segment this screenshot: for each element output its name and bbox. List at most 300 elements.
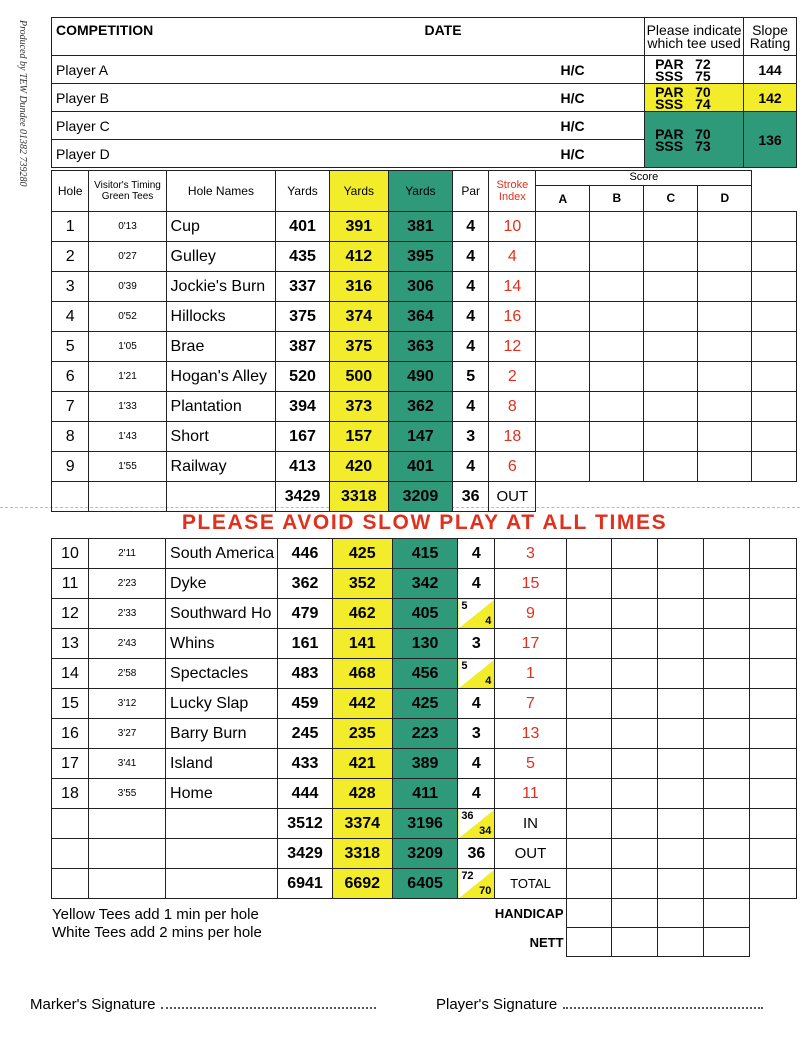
blank-cell — [89, 809, 166, 839]
total-score-a[interactable] — [566, 869, 612, 899]
stroke-index: 8 — [489, 392, 536, 422]
timing-cell: 0'13 — [89, 212, 166, 242]
total-row-total — [52, 869, 797, 899]
score-cell-b[interactable] — [612, 719, 658, 749]
score-cell-d[interactable] — [704, 539, 750, 569]
timing-cell: 2'43 — [89, 629, 166, 659]
slope-white: 144 — [744, 56, 797, 84]
hole-name: Southward Ho — [166, 599, 278, 629]
hole-row — [52, 452, 797, 482]
score-cell-c[interactable] — [658, 569, 704, 599]
total-yellow: 6692 — [332, 869, 392, 899]
hole-row — [52, 689, 797, 719]
total-score-d[interactable] — [704, 869, 750, 899]
totals-rows — [52, 809, 797, 899]
score-col-b: B — [589, 186, 643, 211]
yards-green: 389 — [392, 749, 457, 779]
score-cell-d[interactable] — [698, 452, 752, 482]
blank-cell — [52, 869, 89, 899]
handicap-b[interactable] — [612, 899, 658, 928]
score-cell-a[interactable] — [536, 392, 590, 422]
score-cell-d[interactable] — [698, 332, 752, 362]
score-cell-c[interactable] — [658, 599, 704, 629]
score-cell-d[interactable] — [698, 242, 752, 272]
blank-cell — [752, 302, 797, 332]
score-cell-b[interactable] — [590, 212, 644, 242]
par-yellow: 70 — [479, 885, 492, 897]
score-cell-d[interactable] — [698, 272, 752, 302]
out-total-row: 3429 3318 3209 36 OUT — [52, 482, 797, 512]
par-white: 5 — [461, 600, 468, 612]
total-score-d[interactable] — [704, 839, 750, 869]
yards-green: 401 — [388, 452, 452, 482]
hole-name: Short — [166, 422, 276, 452]
blank-cell — [750, 539, 797, 569]
hole-name: Home — [166, 779, 278, 809]
hole-name: Hogan's Alley — [166, 362, 276, 392]
total-yellow: 3374 — [332, 809, 392, 839]
yards-white: 245 — [278, 719, 332, 749]
yards-green: 490 — [388, 362, 452, 392]
total-yellow: 3318 — [332, 839, 392, 869]
par-cell: 4 — [458, 689, 495, 719]
yards-yellow: 468 — [332, 659, 392, 689]
date-label: DATE — [424, 22, 462, 38]
score-cell-a[interactable] — [566, 749, 612, 779]
timing-cell: 3'27 — [89, 719, 166, 749]
hole-row — [52, 539, 797, 569]
hole-row — [52, 302, 797, 332]
blank-cell — [750, 629, 797, 659]
stroke-index-header: Stroke Index — [489, 171, 536, 212]
blank-cell — [750, 809, 797, 839]
hole-row — [52, 599, 797, 629]
score-cell-c[interactable] — [644, 242, 698, 272]
timing-cell: 2'23 — [89, 569, 166, 599]
score-cell-a[interactable] — [536, 452, 590, 482]
stroke-index: 16 — [489, 302, 536, 332]
yards-green-header: Yards — [388, 171, 452, 212]
score-cell-b[interactable] — [590, 422, 644, 452]
score-cell-a[interactable] — [566, 569, 612, 599]
hole-name: South America — [166, 539, 278, 569]
yards-green: 364 — [388, 302, 452, 332]
nett-a[interactable] — [566, 928, 612, 957]
blank-cell — [52, 809, 89, 839]
yards-yellow: 420 — [329, 452, 388, 482]
yards-yellow-header: Yards — [329, 171, 388, 212]
yards-yellow: 316 — [329, 272, 388, 302]
score-cell-b[interactable] — [612, 779, 658, 809]
score-cell-c[interactable] — [658, 659, 704, 689]
yards-yellow: 352 — [332, 569, 392, 599]
blank-cell — [52, 839, 89, 869]
stroke-index: 5 — [495, 749, 566, 779]
total-row-in — [52, 809, 797, 839]
yards-white: 167 — [276, 422, 329, 452]
hole-number: 2 — [52, 242, 89, 272]
nett-label: NETT — [529, 934, 564, 950]
score-cell-a[interactable] — [566, 779, 612, 809]
hole-name: Plantation — [166, 392, 276, 422]
score-cell-a[interactable] — [566, 539, 612, 569]
handicap-c[interactable] — [658, 899, 704, 928]
score-cell-b[interactable] — [612, 689, 658, 719]
par-cell: 4 — [452, 332, 488, 362]
score-cell-c[interactable] — [644, 452, 698, 482]
score-col-a: A — [558, 191, 568, 206]
yards-white: 387 — [276, 332, 329, 362]
score-cell-c[interactable] — [644, 272, 698, 302]
hole-row — [52, 212, 797, 242]
score-cell-c[interactable] — [644, 392, 698, 422]
blank-cell — [752, 422, 797, 452]
hole-row — [52, 629, 797, 659]
total-green: 6405 — [392, 869, 457, 899]
handicap-label: HANDICAP — [494, 905, 564, 921]
score-cell-d[interactable] — [698, 392, 752, 422]
score-cell-a[interactable] — [536, 422, 590, 452]
yards-white: 433 — [278, 749, 332, 779]
blank-cell — [750, 659, 797, 689]
par-cell: 5 — [452, 362, 488, 392]
blank-cell — [166, 809, 278, 839]
total-score-a[interactable] — [566, 839, 612, 869]
par-yellow: 34 — [479, 825, 492, 837]
timing-header: Visitor's Timing Green Tees — [89, 171, 166, 212]
par-cell: 3 — [458, 719, 495, 749]
hole-row — [52, 362, 797, 392]
total-label: TOTAL — [495, 869, 566, 899]
score-cell-a[interactable] — [566, 629, 612, 659]
score-cell-a[interactable] — [536, 242, 590, 272]
timing-cell: 1'21 — [89, 362, 166, 392]
timing-cell: 0'52 — [89, 302, 166, 332]
handicap-d[interactable] — [704, 899, 750, 928]
yards-white-header: Yards — [276, 171, 329, 212]
yards-yellow: 375 — [329, 332, 388, 362]
total-white: 3429 — [278, 839, 332, 869]
slope-rating-label: Slope Rating — [744, 18, 797, 56]
score-cell-c[interactable] — [644, 302, 698, 332]
player-b-row[interactable]: Player B H/C — [52, 84, 645, 112]
score-col-c: C — [643, 186, 697, 211]
yards-white: 483 — [278, 659, 332, 689]
hole-number: 3 — [52, 272, 89, 302]
total-white: 6941 — [278, 869, 332, 899]
back-nine-table — [51, 538, 797, 957]
hole-number: 13 — [52, 629, 89, 659]
score-cell-a[interactable] — [536, 362, 590, 392]
hole-number: 5 — [52, 332, 89, 362]
yards-yellow: 374 — [329, 302, 388, 332]
score-cell-c[interactable] — [644, 362, 698, 392]
note-yellow-tees: Yellow Tees add 1 min per hole — [52, 906, 259, 923]
yards-green: 342 — [392, 569, 457, 599]
score-cell-b[interactable] — [612, 749, 658, 779]
score-cell-d[interactable] — [704, 629, 750, 659]
total-score-a[interactable] — [566, 809, 612, 839]
hole-number: 12 — [52, 599, 89, 629]
total-label: OUT — [495, 839, 566, 869]
blank-cell — [89, 839, 166, 869]
score-cell-b[interactable] — [590, 332, 644, 362]
yards-yellow: 500 — [329, 362, 388, 392]
yards-white: 362 — [278, 569, 332, 599]
score-cell-a[interactable] — [536, 332, 590, 362]
player-d-row[interactable]: Player D H/C — [52, 140, 645, 168]
timing-cell: 3'12 — [89, 689, 166, 719]
slow-play-banner: PLEASE AVOID SLOW PLAY AT ALL TIMES — [181, 511, 668, 534]
stroke-index: 3 — [495, 539, 566, 569]
hole-name: Railway — [166, 452, 276, 482]
score-cell-c[interactable] — [658, 629, 704, 659]
blank-cell — [750, 839, 797, 869]
yards-green: 411 — [392, 779, 457, 809]
score-cell-a[interactable] — [566, 659, 612, 689]
blank-cell — [166, 869, 278, 899]
yards-white: 520 — [276, 362, 329, 392]
stroke-index: 13 — [495, 719, 566, 749]
blank-cell — [166, 839, 278, 869]
par-yellow: 4 — [485, 675, 492, 687]
par-header: Par — [452, 171, 488, 212]
blank-cell — [750, 719, 797, 749]
par-cell: 3 — [458, 629, 495, 659]
score-cell-b[interactable] — [590, 452, 644, 482]
hole-number: 9 — [52, 452, 89, 482]
blank-cell — [752, 392, 797, 422]
score-cell-b[interactable] — [612, 629, 658, 659]
yards-green: 306 — [388, 272, 452, 302]
yards-green: 362 — [388, 392, 452, 422]
par-cell: 36 — [458, 839, 495, 869]
score-cell-d[interactable] — [704, 599, 750, 629]
hole-row — [52, 719, 797, 749]
hole-number: 11 — [52, 569, 89, 599]
score-cell-d[interactable] — [704, 569, 750, 599]
score-cell-c[interactable] — [658, 749, 704, 779]
total-row-out — [52, 839, 797, 869]
yards-green: 130 — [392, 629, 457, 659]
hole-number: 17 — [52, 749, 89, 779]
hole-name: Whins — [166, 629, 278, 659]
hole-number: 10 — [52, 539, 89, 569]
blank-cell — [752, 332, 797, 362]
score-cell-c[interactable] — [658, 719, 704, 749]
hole-row — [52, 272, 797, 302]
yards-yellow: 425 — [332, 539, 392, 569]
tee-green-par-sss[interactable]: PAR 70 SSS 73 — [645, 112, 744, 168]
score-cell-b[interactable] — [612, 539, 658, 569]
score-cell-c[interactable] — [644, 332, 698, 362]
total-label: IN — [495, 809, 566, 839]
score-cell-d[interactable] — [698, 362, 752, 392]
total-score-c[interactable] — [658, 809, 704, 839]
front-nine-rows — [52, 212, 797, 482]
score-cell-a[interactable] — [536, 272, 590, 302]
total-score-b[interactable] — [612, 839, 658, 869]
total-score-d[interactable] — [704, 809, 750, 839]
par-white: 72 — [461, 870, 474, 882]
score-cell-a[interactable] — [566, 719, 612, 749]
yards-yellow: 373 — [329, 392, 388, 422]
score-cell-d[interactable] — [698, 302, 752, 332]
score-cell-d[interactable] — [698, 212, 752, 242]
score-cell-b[interactable] — [590, 362, 644, 392]
blank-cell — [752, 452, 797, 482]
timing-cell: 1'55 — [89, 452, 166, 482]
blank-cell — [750, 749, 797, 779]
score-col-d: D — [697, 186, 751, 211]
hole-names-header: Hole Names — [166, 171, 276, 212]
marker-signature-field[interactable]: Marker's Signature — [30, 996, 376, 1013]
score-cell-d[interactable] — [704, 719, 750, 749]
score-cell-b[interactable] — [612, 599, 658, 629]
stroke-index: 6 — [489, 452, 536, 482]
stroke-index: 2 — [489, 362, 536, 392]
blank-cell — [750, 869, 797, 899]
score-cell-c[interactable] — [658, 689, 704, 719]
timing-cell: 0'27 — [89, 242, 166, 272]
yards-white: 444 — [278, 779, 332, 809]
hole-number: 1 — [52, 212, 89, 242]
tee-white-par-sss[interactable]: PAR 72 SSS 75 — [645, 56, 744, 84]
back-nine-rows — [52, 539, 797, 809]
yards-white: 459 — [278, 689, 332, 719]
yards-yellow: 442 — [332, 689, 392, 719]
score-cell-b[interactable] — [590, 392, 644, 422]
par-cell: 4 — [452, 392, 488, 422]
hole-row — [52, 242, 797, 272]
hole-number: 6 — [52, 362, 89, 392]
score-cell-b[interactable] — [612, 659, 658, 689]
score-cell-b[interactable] — [590, 302, 644, 332]
stroke-index: 9 — [495, 599, 566, 629]
hole-row — [52, 332, 797, 362]
score-cell-d[interactable] — [704, 689, 750, 719]
yards-green: 223 — [392, 719, 457, 749]
hole-row — [52, 422, 797, 452]
blank-cell — [752, 362, 797, 392]
score-cell-c[interactable] — [658, 779, 704, 809]
hole-name: Spectacles — [166, 659, 278, 689]
par-cell: 4 — [458, 539, 495, 569]
score-cell-d[interactable] — [698, 422, 752, 452]
total-white: 3512 — [278, 809, 332, 839]
nett-c[interactable] — [658, 928, 704, 957]
yards-green: 363 — [388, 332, 452, 362]
hole-name: Cup — [166, 212, 276, 242]
player-header-table — [51, 17, 797, 168]
score-cell-c[interactable] — [644, 422, 698, 452]
hole-number: 8 — [52, 422, 89, 452]
blank-cell — [752, 242, 797, 272]
par-cell: 4 — [458, 779, 495, 809]
score-cell-b[interactable] — [590, 272, 644, 302]
stroke-index: 1 — [495, 659, 566, 689]
yards-white: 479 — [278, 599, 332, 629]
timing-cell: 0'39 — [89, 272, 166, 302]
score-cell-a[interactable] — [536, 212, 590, 242]
timing-cell: 1'43 — [89, 422, 166, 452]
player-a-row[interactable]: Player A H/C — [52, 56, 645, 84]
competition-label: COMPETITION — [56, 22, 154, 38]
timing-cell: 2'33 — [89, 599, 166, 629]
yards-green: 415 — [392, 539, 457, 569]
stroke-index: 12 — [489, 332, 536, 362]
yards-green: 456 — [392, 659, 457, 689]
total-score-b[interactable] — [612, 809, 658, 839]
stroke-index: 11 — [495, 779, 566, 809]
score-cell-a[interactable] — [566, 689, 612, 719]
nett-d[interactable] — [704, 928, 750, 957]
par-cell — [458, 659, 495, 689]
blank-cell — [750, 599, 797, 629]
hole-name: Hillocks — [166, 302, 276, 332]
hole-name: Gulley — [166, 242, 276, 272]
score-cell-d[interactable] — [704, 659, 750, 689]
handicap-a[interactable] — [566, 899, 612, 928]
yards-yellow: 235 — [332, 719, 392, 749]
slope-green: 136 — [744, 112, 797, 168]
score-cell-a[interactable] — [566, 599, 612, 629]
yards-yellow: 412 — [329, 242, 388, 272]
score-cell-b[interactable] — [590, 242, 644, 272]
stroke-index: 7 — [495, 689, 566, 719]
timing-cell: 2'58 — [89, 659, 166, 689]
blank-cell — [750, 689, 797, 719]
par-cell: 4 — [458, 749, 495, 779]
blank-cell — [752, 212, 797, 242]
score-cell-c[interactable] — [658, 539, 704, 569]
front-nine-table — [51, 170, 797, 512]
nett-b[interactable] — [612, 928, 658, 957]
yards-green: 425 — [392, 689, 457, 719]
total-score-b[interactable] — [612, 869, 658, 899]
score-cell-d[interactable] — [704, 749, 750, 779]
hole-number: 7 — [52, 392, 89, 422]
par-cell: 4 — [458, 569, 495, 599]
tee-yellow-par-sss[interactable]: PAR 70 SSS 74 — [645, 84, 744, 112]
score-cell-b[interactable] — [612, 569, 658, 599]
stroke-index: 4 — [489, 242, 536, 272]
note-white-tees: White Tees add 2 mins per hole — [52, 924, 262, 941]
total-green: 3209 — [392, 839, 457, 869]
yards-yellow: 428 — [332, 779, 392, 809]
hole-row — [52, 392, 797, 422]
yards-yellow: 421 — [332, 749, 392, 779]
score-cell-c[interactable] — [644, 212, 698, 242]
yards-yellow: 462 — [332, 599, 392, 629]
yards-white: 401 — [276, 212, 329, 242]
yards-green: 381 — [388, 212, 452, 242]
player-c-row[interactable]: Player C H/C — [52, 112, 645, 140]
tee-note: Please indicate which tee used — [645, 18, 744, 56]
total-score-c[interactable] — [658, 839, 704, 869]
timing-cell: 2'11 — [89, 539, 166, 569]
score-cell-a[interactable] — [536, 302, 590, 332]
stroke-index: 15 — [495, 569, 566, 599]
total-score-c[interactable] — [658, 869, 704, 899]
par-cell: 4 — [452, 302, 488, 332]
timing-cell: 3'41 — [89, 749, 166, 779]
hole-name: Barry Burn — [166, 719, 278, 749]
hole-name: Dyke — [166, 569, 278, 599]
score-cell-d[interactable] — [704, 779, 750, 809]
yards-white: 446 — [278, 539, 332, 569]
player-signature-field[interactable]: Player's Signature — [436, 996, 763, 1013]
